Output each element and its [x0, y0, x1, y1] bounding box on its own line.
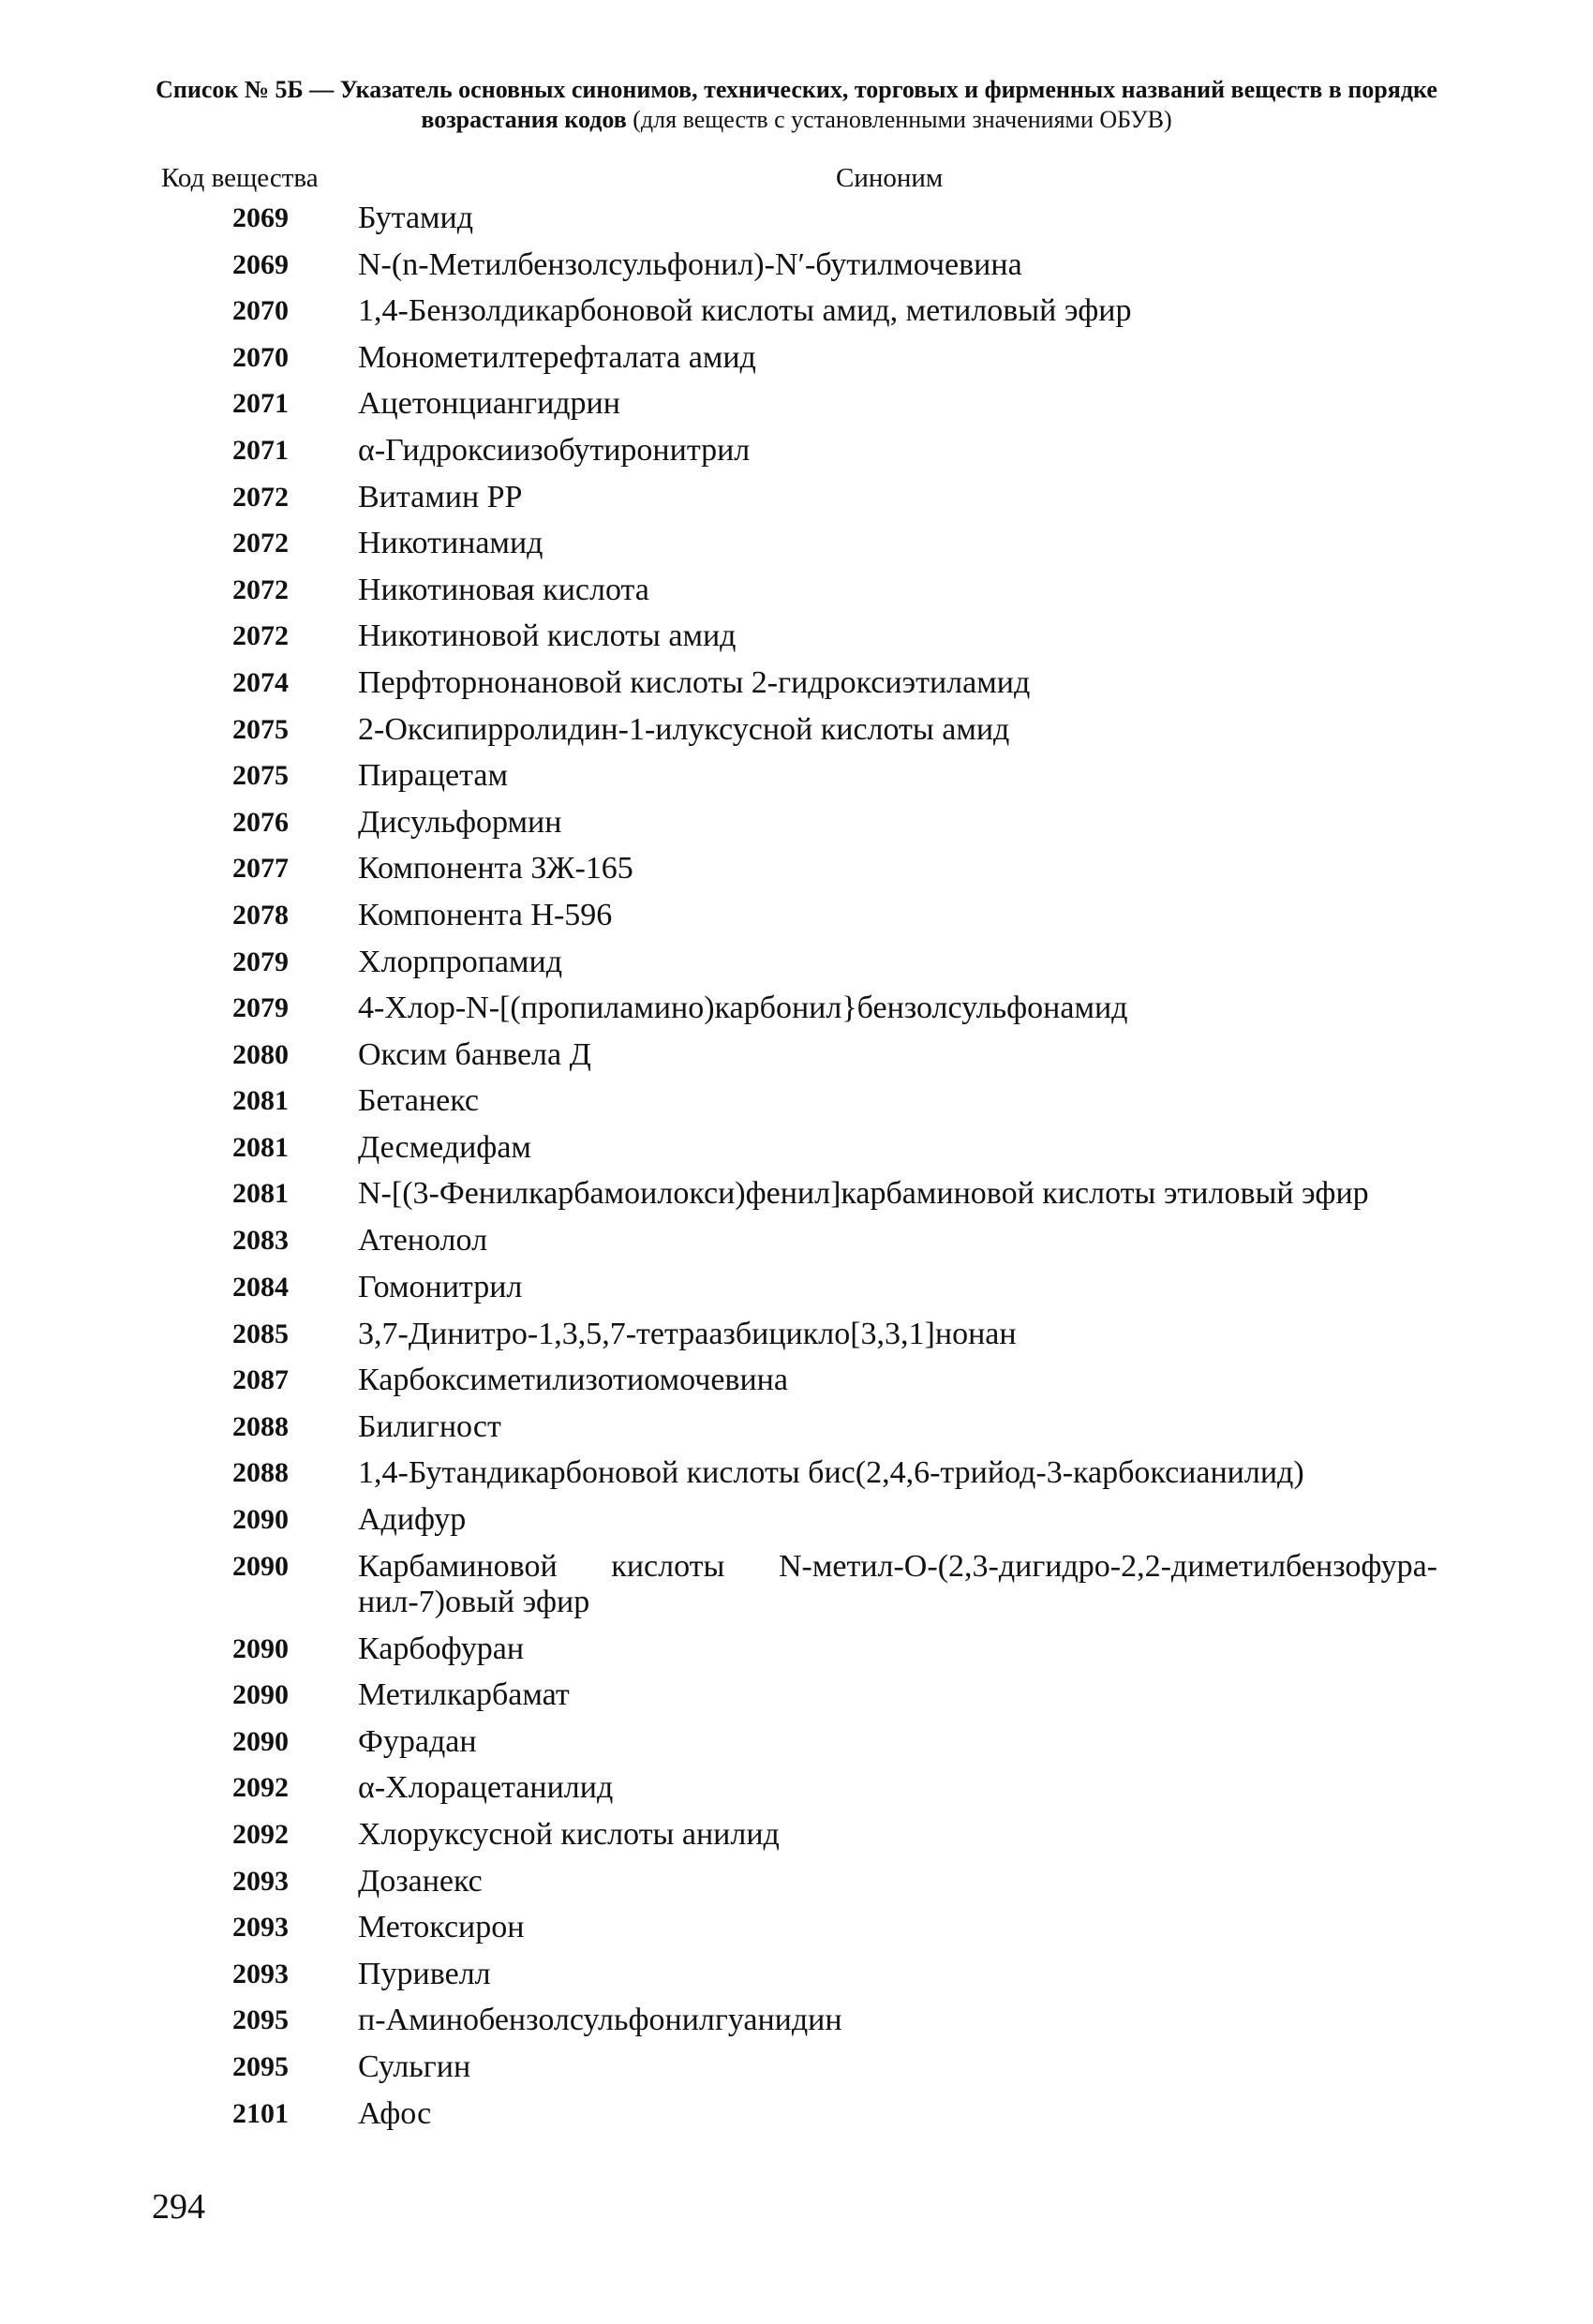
- list-entry: [0, 1037, 1593, 1084]
- list-entry: [0, 2096, 1593, 2143]
- list-entry: [0, 1864, 1593, 1911]
- synonym-text: Оксим банвела Д: [358, 1036, 591, 1072]
- synonym-text: Бетанекс: [358, 1083, 480, 1119]
- synonym-text: Монометилтерефталата амид: [358, 339, 756, 375]
- synonym-column-header: Синоним: [836, 163, 944, 193]
- synonym-text: Никотиновой кислоты амид: [358, 618, 737, 654]
- list-entry: [0, 1223, 1593, 1270]
- substance-code: 2088: [232, 1457, 289, 1489]
- list-entry: [0, 1083, 1593, 1130]
- synonym-text: Пуривелл: [358, 1956, 491, 1991]
- synonym-text: Сульгин: [358, 2048, 471, 2084]
- substance-code: 2092: [232, 1819, 289, 1850]
- synonym-text: Хлорпропамид: [358, 944, 563, 979]
- synonym-text: Билигност: [358, 1408, 501, 1444]
- substance-code: 2075: [232, 713, 289, 745]
- substance-code: 2081: [232, 1131, 289, 1163]
- substance-code: 2085: [232, 1318, 289, 1349]
- substance-code: 2090: [232, 1679, 289, 1711]
- substance-code: 2069: [232, 202, 289, 233]
- substance-code: 2083: [232, 1225, 289, 1257]
- list-entry: [0, 480, 1593, 527]
- synonym-text: N-[(3-Фенилкарбамоилокси)фенил]карбаминовой кислоты этиловый эфир: [358, 1176, 1369, 1212]
- list-entry: [0, 201, 1593, 247]
- page-number: 294: [152, 2187, 205, 2227]
- synonym-text: Никотинамид: [358, 526, 543, 561]
- list-entry: [0, 1770, 1593, 1817]
- substance-code: 2093: [232, 1958, 289, 1989]
- synonym-text: Ацетонциангидрин: [358, 386, 620, 422]
- list-entry: [0, 1317, 1593, 1363]
- substance-code: 2074: [232, 666, 289, 698]
- list-entry: [0, 945, 1593, 991]
- substance-code: 2072: [232, 481, 289, 513]
- synonym-text: Гомонитрил: [358, 1270, 523, 1305]
- substance-code: 2093: [232, 1912, 289, 1944]
- list-entry: [0, 1817, 1593, 1864]
- substance-code: 2077: [232, 853, 289, 885]
- list-entry: [0, 1957, 1593, 2004]
- list-entry: [0, 618, 1593, 665]
- list-entry: [0, 386, 1593, 433]
- substance-code: 2080: [232, 1038, 289, 1070]
- substance-code: 2081: [232, 1178, 289, 1210]
- synonym-text: Карбаминовой кислоты N-метил-O-(2,3-дигидро-2,2-диметилбензофура-нил-7)овый эфир: [358, 1548, 1437, 1619]
- substance-code: 2090: [232, 1504, 289, 1536]
- substance-code: 2072: [232, 528, 289, 559]
- synonym-text: 2-Оксипирролидин-1-илуксусной кислоты амид: [358, 711, 1010, 747]
- synonym-text: Десмедифам: [358, 1129, 531, 1165]
- synonym-text: Бутамид: [358, 201, 474, 235]
- substance-code: 2090: [232, 1550, 289, 1582]
- substance-code: 2090: [232, 1632, 289, 1664]
- list-entry: [0, 1409, 1593, 1456]
- substance-code: 2101: [232, 2097, 289, 2129]
- synonym-text: Атенолол: [358, 1223, 488, 1259]
- synonym-text: Дозанекс: [358, 1863, 483, 1899]
- list-entry: [0, 758, 1593, 805]
- synonym-list: [0, 201, 1593, 2142]
- substance-code: 2070: [232, 295, 289, 327]
- synonym-text: Пирацетам: [358, 758, 509, 794]
- synonym-text: Карбофуран: [358, 1631, 525, 1666]
- list-entry: [0, 247, 1593, 294]
- list-entry: [0, 1910, 1593, 1957]
- substance-code: 2078: [232, 899, 289, 931]
- synonym-text: 1,4-Бутандикарбоновой кислоты бис(2,4,6-трийод-3-карбоксианилид): [358, 1455, 1304, 1491]
- list-entry: [0, 1724, 1593, 1771]
- substance-code: 2071: [232, 434, 289, 466]
- list-entry: [0, 293, 1593, 340]
- list-entry: [0, 2003, 1593, 2049]
- substance-code: 2087: [232, 1364, 289, 1396]
- synonym-text: Адифур: [358, 1502, 467, 1538]
- synonym-text: Дисульформин: [358, 804, 562, 840]
- synonym-text: Фурадан: [358, 1723, 477, 1759]
- list-entry: [0, 1363, 1593, 1409]
- synonym-text: α-Хлорацетанилид: [358, 1770, 614, 1806]
- list-entry: [0, 1502, 1593, 1549]
- substance-code: 2072: [232, 620, 289, 652]
- substance-code: 2072: [232, 574, 289, 605]
- list-entry: [0, 712, 1593, 759]
- list-title-bold: Список № 5Б — Указатель основных синонимов, технических, торговых и фирменных названий веществ в порядке возрастания кодов: [156, 76, 1437, 133]
- list-entry: [0, 526, 1593, 573]
- synonym-text: Хлоруксусной кислоты анилид: [358, 1817, 780, 1852]
- synonym-text: Метоксирон: [358, 1910, 525, 1945]
- synonym-text: Метилкарбамат: [358, 1677, 570, 1713]
- list-entry: [0, 2049, 1593, 2096]
- substance-code: 2090: [232, 1725, 289, 1757]
- list-entry: [0, 665, 1593, 712]
- substance-code: 2075: [232, 760, 289, 792]
- substance-code: 2084: [232, 1272, 289, 1304]
- substance-code: 2070: [232, 341, 289, 373]
- list-entry: [0, 851, 1593, 898]
- list-title-note: (для веществ с установленными значениями ОБУВ): [626, 106, 1172, 133]
- column-headers: [161, 163, 1436, 197]
- list-entry: [0, 340, 1593, 387]
- synonym-text: Афос: [358, 2095, 432, 2131]
- list-entry: [0, 898, 1593, 945]
- list-entry: [0, 573, 1593, 619]
- substance-code: 2088: [232, 1410, 289, 1442]
- substance-code: 2095: [232, 2004, 289, 2036]
- synonym-text: 4-Хлор-N-[(пропиламино)карбонил}бензолсульфонамид: [358, 991, 1128, 1026]
- list-entry: [0, 1270, 1593, 1317]
- substance-code: 2081: [232, 1085, 289, 1117]
- synonym-text: Карбоксиметилизотиомочевина: [358, 1363, 788, 1398]
- list-entry: [0, 1176, 1593, 1223]
- synonym-text: N-(n-Метилбензолсульфонил)-N′-бутилмочевина: [358, 246, 1022, 282]
- synonym-text: α-Гидроксиизобутиронитрил: [358, 432, 751, 468]
- synonym-text: 3,7-Динитро-1,3,5,7-тетраазбицикло[3,3,1]нонан: [358, 1316, 1017, 1351]
- substance-code: 2095: [232, 2050, 289, 2082]
- synonym-text: п-Аминобензолсульфонилгуанидин: [358, 2003, 842, 2038]
- list-entry: [0, 433, 1593, 480]
- substance-code: 2093: [232, 1865, 289, 1897]
- synonym-text: Компонента ЗЖ-165: [358, 851, 633, 886]
- substance-code: 2069: [232, 248, 289, 280]
- synonym-text: 1,4-Бензолдикарбоновой кислоты амид, метиловый эфир: [358, 293, 1132, 329]
- synonym-text: Витамин РР: [358, 479, 523, 514]
- synonym-text: Перфторнонановой кислоты 2-гидроксиэтиламид: [358, 664, 1031, 700]
- list-title: [141, 75, 1452, 135]
- list-entry: [0, 1677, 1593, 1724]
- list-entry: [0, 1631, 1593, 1678]
- list-entry: [0, 805, 1593, 852]
- substance-code: 2076: [232, 806, 289, 838]
- code-column-header: Код вещества: [161, 163, 319, 193]
- substance-code: 2079: [232, 992, 289, 1024]
- list-entry: [0, 991, 1593, 1037]
- synonym-text: Компонента Н-596: [358, 897, 613, 932]
- substance-code: 2071: [232, 388, 289, 420]
- synonym-text: Никотиновая кислота: [358, 572, 649, 607]
- list-entry: [0, 1455, 1593, 1502]
- substance-code: 2079: [232, 946, 289, 977]
- list-entry: [0, 1130, 1593, 1177]
- substance-code: 2092: [232, 1772, 289, 1804]
- list-entry: [0, 1549, 1593, 1631]
